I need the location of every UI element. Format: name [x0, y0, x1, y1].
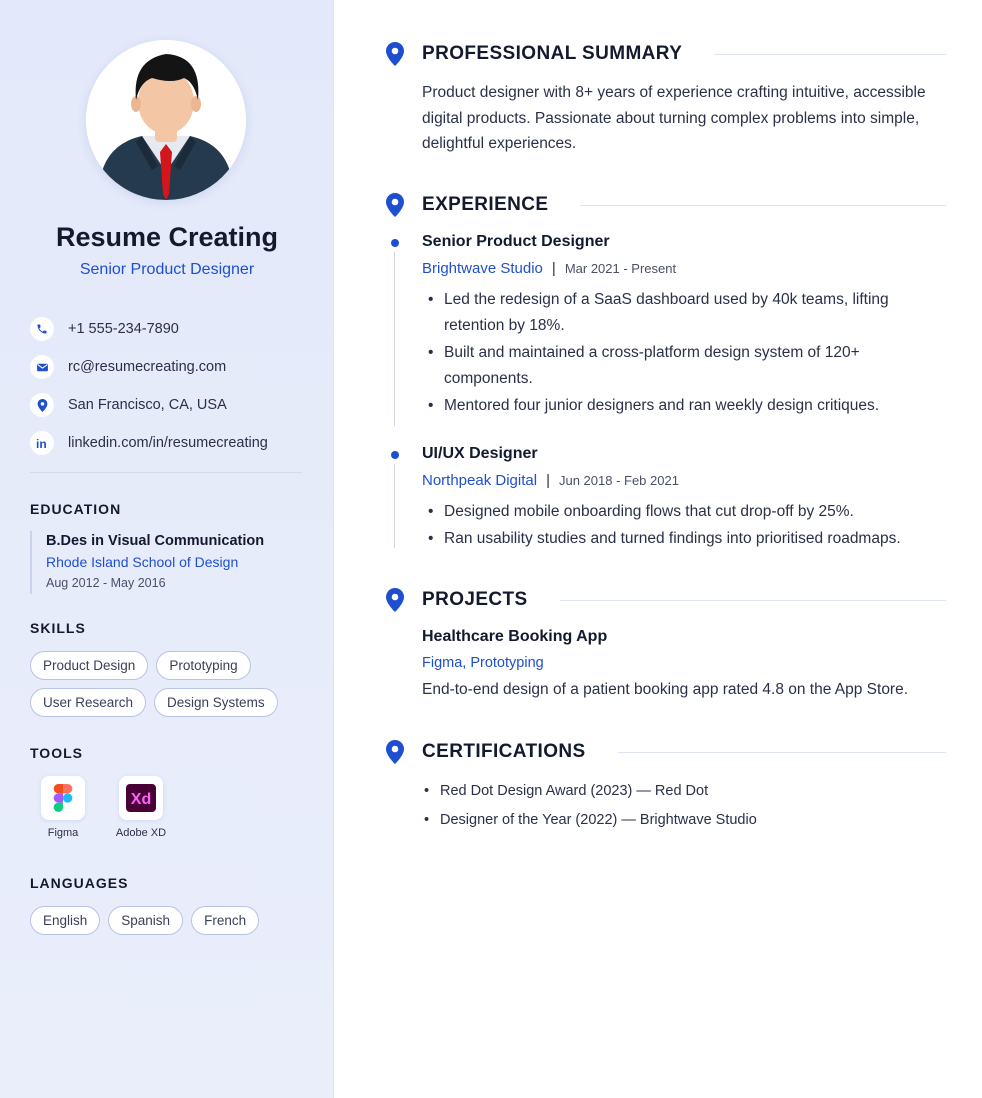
languages-heading: LANGUAGES — [30, 875, 129, 891]
candidate-name: Resume Creating — [55, 222, 279, 252]
job-title: Senior Product Designer — [422, 233, 610, 250]
certification-item: • Red Dot Design Award (2023) — Red Dot — [424, 777, 944, 806]
sidebar — [0, 0, 334, 1098]
section-rule — [580, 205, 946, 206]
tool-figma — [40, 776, 86, 839]
skill-pill: Product Design — [30, 651, 148, 680]
timeline-dot — [391, 239, 399, 247]
education-heading: EDUCATION — [30, 501, 122, 517]
location-pin-icon — [386, 193, 404, 217]
location-pin-icon — [386, 588, 404, 612]
sidebar-divider — [30, 472, 302, 473]
phone-icon — [30, 317, 54, 341]
location-icon — [30, 393, 54, 417]
summary-text: Product designer with 8+ years of experience crafting intuitive, accessible digital products. Passionate about turning complex problems into simple, delightful experiences. — [422, 84, 926, 152]
job-bullets — [428, 287, 946, 420]
location-pin-icon — [386, 42, 404, 66]
job-dates: Mar 2021 - Present — [564, 261, 677, 276]
tool-label: Figma — [47, 827, 79, 839]
section-rule — [714, 54, 946, 55]
contact-email[interactable] — [30, 348, 310, 386]
language-pill: French — [191, 906, 259, 935]
education-entry — [30, 531, 302, 594]
tools-list — [40, 776, 167, 839]
language-pill: English — [30, 906, 100, 935]
job-company: Northpeak Digital — [422, 472, 538, 489]
project-description: End-to-end design of a patient booking app rated 4.8 on the App Store. — [422, 681, 909, 698]
job-separator: | — [546, 472, 550, 489]
figma-icon — [41, 776, 85, 820]
linkedin-icon — [30, 431, 54, 455]
contact-linkedin[interactable] — [30, 424, 310, 462]
job-bullet: • Mentored four junior designers and ran weekly design critiques. — [428, 393, 946, 419]
location-text: San Francisco, CA, USA — [68, 397, 227, 413]
section-rule — [560, 600, 946, 601]
job-separator: | — [551, 260, 556, 277]
certifications-section-header — [386, 738, 946, 766]
experience-section-header — [386, 191, 946, 219]
svg-text:Xd: Xd — [130, 791, 152, 808]
linkedin-text: linkedin.com/in/resumecreating — [68, 435, 268, 451]
skill-pill: Design Systems — [154, 688, 278, 717]
skill-pill: Prototyping — [156, 651, 250, 680]
education-degree: B.Des in Visual Communication — [46, 533, 265, 549]
job-title: UI/UX Designer — [422, 445, 538, 462]
job-bullet: • Ran usability studies and turned findings into prioritised roadmaps. — [428, 526, 946, 552]
tool-label: Adobe XD — [115, 827, 167, 839]
certification-item: • Designer of the Year (2022) — Brightwave Studio — [424, 806, 944, 835]
education-school: Rhode Island School of Design — [46, 554, 239, 570]
skills-list — [30, 651, 320, 717]
job-meta — [422, 260, 676, 277]
skills-heading: SKILLS — [30, 620, 86, 636]
timeline-dot — [391, 451, 399, 459]
language-pill: Spanish — [108, 906, 183, 935]
contact-list — [30, 310, 310, 462]
certifications-heading: CERTIFICATIONS — [422, 741, 586, 762]
experience-heading: EXPERIENCE — [422, 194, 549, 215]
education-dates: Aug 2012 - May 2016 — [46, 576, 166, 590]
summary-section-header — [386, 40, 946, 68]
email-text: rc@resumecreating.com — [68, 359, 227, 375]
avatar — [86, 40, 246, 200]
job-meta — [422, 472, 679, 489]
job-bullet: • Led the redesign of a SaaS dashboard used by 40k teams, lifting retention by 18%. — [428, 287, 946, 339]
tools-heading: TOOLS — [30, 745, 83, 761]
candidate-role: Senior Product Designer — [79, 261, 255, 278]
job-dates: Jun 2018 - Feb 2021 — [558, 473, 679, 488]
svg-text:in: in — [36, 437, 47, 449]
job-company: Brightwave Studio — [422, 260, 543, 277]
location-pin-icon — [386, 740, 404, 764]
timeline-line — [394, 252, 395, 426]
job-bullet: • Built and maintained a cross-platform design system of 120+ components. — [428, 340, 946, 392]
job-bullet: • Designed mobile onboarding flows that cut drop-off by 25%. — [428, 499, 946, 525]
languages-list — [30, 906, 320, 935]
timeline-line — [394, 464, 395, 548]
mail-icon — [30, 355, 54, 379]
projects-section-header — [386, 586, 946, 614]
project-tech: Figma, Prototyping — [422, 655, 544, 671]
certifications-list — [424, 777, 944, 835]
tool-adobe-xd — [115, 776, 167, 839]
adobe-xd-icon — [119, 776, 163, 820]
section-rule — [618, 752, 946, 753]
skill-pill: User Research — [30, 688, 146, 717]
projects-heading: PROJECTS — [422, 589, 528, 610]
contact-phone[interactable] — [30, 310, 310, 348]
job-bullets — [428, 499, 946, 553]
contact-location — [30, 386, 310, 424]
summary-heading: PROFESSIONAL SUMMARY — [422, 43, 683, 64]
phone-text: +1 555-234-7890 — [68, 321, 179, 337]
avatar-illustration — [86, 40, 246, 200]
project-title: Healthcare Booking App — [422, 628, 608, 645]
